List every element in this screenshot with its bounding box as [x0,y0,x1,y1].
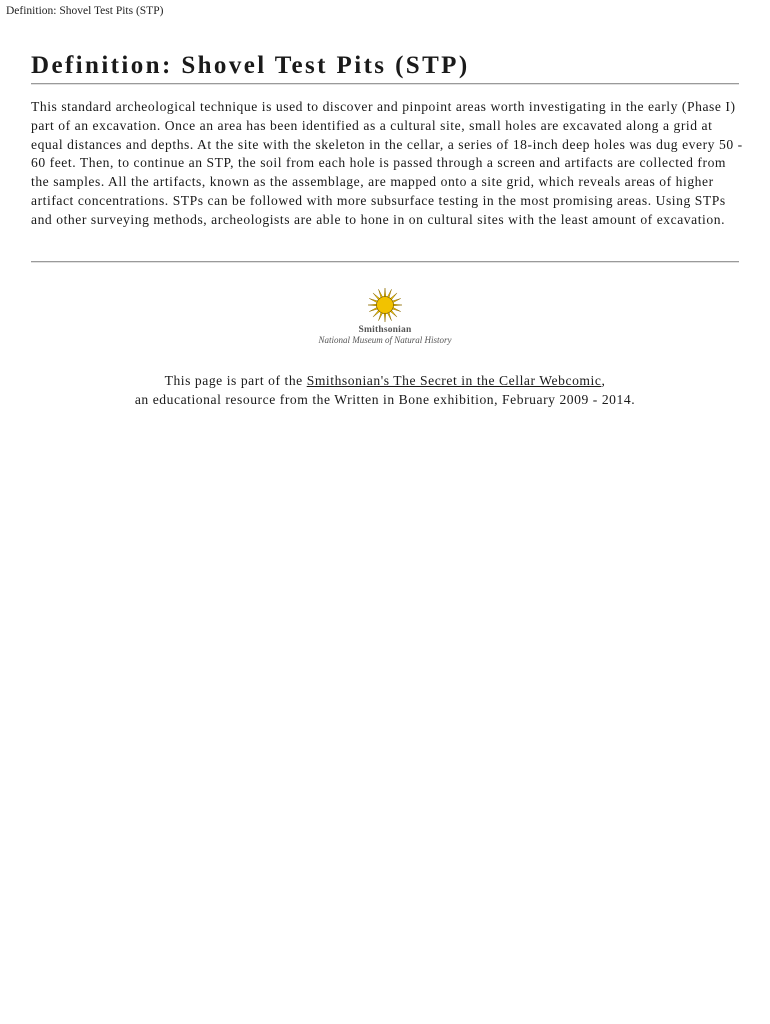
definition-body: This standard archeological technique is used to discover and pinpoint areas worth investigating in the early (Phase I) part of an excavation. Once an area has been identified as a cultural site, small holes are excavated along a grid at equal distances and depths. At the site with the skeleton in the cellar, a series of 18-inch deep holes was dug every 50 - 60 feet. Then, to continue an STP, the soil from each hole is passed through a screen and artifacts are collected from the samples. All the artifacts, known as the assemblage, are mapped onto a site grid, which reveals areas of higher artifact concentrations. STPs can be followed with more subsurface testing in the most promising areas. Using STPs and other surveying methods, archeologists are able to hone in on cultural sites with the least amount of excavation. [31,99,743,227]
footer-suffix: , [601,373,606,388]
sun-icon [367,287,403,323]
sun-ray [368,304,377,306]
sun-ray [384,288,386,297]
footer-prefix: This page is part of the [164,373,307,388]
footer-line-1 [31,372,739,391]
logo-subtitle: National Museum of Natural History [318,335,452,345]
page-title: Definition: Shovel Test Pits (STP) [31,52,470,79]
footer-text [31,372,739,410]
print-header: Definition: Shovel Test Pits (STP) [6,5,164,17]
webcomic-link[interactable]: Smithsonian's The Secret in the Cellar Webcomic [306,373,602,388]
content-divider [31,261,739,263]
footer-line-2: an educational resource from the Written in Bone exhibition, February 2009 - 2014. [134,391,636,407]
smithsonian-logo [300,287,470,349]
logo-name: Smithsonian [358,325,412,335]
title-divider [31,83,739,85]
sun-ray [384,313,386,322]
sun-ray [393,304,402,306]
sun-core [377,297,394,314]
